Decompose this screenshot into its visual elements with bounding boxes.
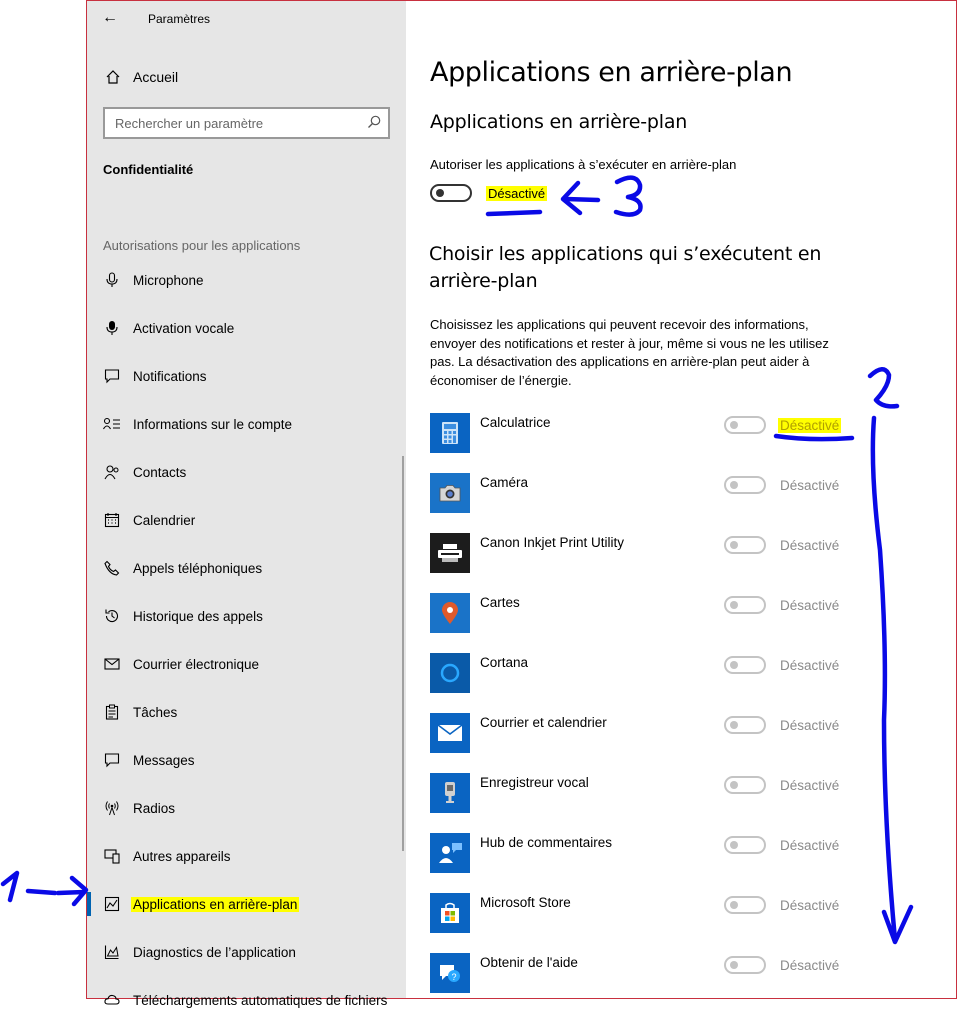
sidebar-item-contacts[interactable]: [87, 448, 406, 496]
toggle-knob: [730, 541, 738, 549]
app-toggle-maps[interactable]: [724, 596, 766, 614]
mail-icon: [103, 655, 121, 673]
sidebar-item-label: Historique des appels: [133, 608, 263, 624]
annotation-mark-1: [3, 873, 17, 900]
toggle-knob: [730, 481, 738, 489]
sidebar-item-label: Diagnostics de l’application: [133, 944, 296, 960]
sidebar-scrollbar[interactable]: [402, 456, 404, 851]
sidebar-item-calendar[interactable]: [87, 496, 406, 544]
sidebar-item-background-apps[interactable]: [87, 880, 406, 928]
diagnostics-icon: [103, 943, 121, 961]
app-name: Enregistreur vocal: [480, 775, 589, 790]
app-state: Désactivé: [780, 538, 840, 553]
app-name: Caméra: [480, 475, 529, 490]
sidebar-item-label: Messages: [133, 752, 195, 768]
sidebar-item-label: Téléchargements automatiques de fichiers: [133, 992, 388, 1008]
account-info-icon: [103, 415, 121, 433]
sidebar-item-phone-calls[interactable]: [87, 544, 406, 592]
app-row-feedback-hub: [430, 832, 950, 892]
sidebar-item-messages[interactable]: [87, 736, 406, 784]
contacts-icon: [103, 463, 121, 481]
sidebar-item-label: Calendrier: [133, 512, 196, 528]
app-row-calculator: [430, 412, 950, 472]
app-state: Désactivé: [780, 658, 840, 673]
app-row-cortana: [430, 652, 950, 712]
window-title: Paramètres: [148, 12, 211, 26]
messages-icon: [103, 751, 121, 769]
toggle-knob: [730, 601, 738, 609]
cloud-download-icon: [103, 991, 121, 1009]
app-state: Désactivé: [780, 418, 840, 433]
app-toggle-cortana[interactable]: [724, 656, 766, 674]
app-state: Désactivé: [780, 718, 840, 733]
sidebar-item-label: Informations sur le compte: [133, 416, 293, 432]
main-content: [406, 1, 958, 998]
app-state: Désactivé: [780, 778, 840, 793]
app-row-camera: [430, 472, 950, 532]
tasks-icon: [103, 703, 121, 721]
sidebar-item-label: Applications en arrière-plan: [133, 896, 298, 912]
sidebar-item-label: Tâches: [133, 704, 178, 720]
app-name: Canon Inkjet Print Utility: [480, 535, 625, 550]
sidebar-item-tasks[interactable]: [87, 688, 406, 736]
app-row-canon: [430, 532, 950, 592]
description-text: Choisissez les applications qui peuvent recevoir des informations, envoyer des notifications et rester à jour, même si vous ne les utilisez pas. La désactivation des applications en arrière-plan peut aider à économiser de l’énergie.: [430, 317, 829, 388]
toggle-knob: [730, 661, 738, 669]
sidebar-item-voice-activation[interactable]: [87, 304, 406, 352]
sidebar-item-call-history[interactable]: [87, 592, 406, 640]
app-state: Désactivé: [780, 838, 840, 853]
sidebar-item-label: Courrier électronique: [133, 656, 260, 672]
sidebar: [87, 1, 406, 1008]
toggle-knob: [730, 421, 738, 429]
sidebar-item-label: Microphone: [133, 272, 204, 288]
section-title: Confidentialité: [103, 162, 194, 177]
section-heading: Applications en arrière-plan: [430, 111, 688, 133]
app-toggle-store[interactable]: [724, 896, 766, 914]
toggle-knob: [436, 189, 444, 197]
cortana-icon: [430, 653, 470, 693]
app-toggle-feedback-hub[interactable]: [724, 836, 766, 854]
sidebar-item-microphone[interactable]: [87, 256, 406, 304]
sidebar-item-label: Autres appareils: [133, 848, 231, 864]
app-row-get-help: [430, 952, 950, 1012]
choose-apps-heading: Choisir les applications qui s’exécutent en arrière-plan: [429, 243, 822, 292]
app-toggle-mail-calendar[interactable]: [724, 716, 766, 734]
app-state: Désactivé: [780, 958, 840, 973]
feedback-hub-icon: [430, 833, 470, 873]
sidebar-item-label: Contacts: [133, 464, 187, 480]
calendar-icon: [103, 511, 121, 529]
app-state: Désactivé: [780, 598, 840, 613]
app-name: Cortana: [480, 655, 529, 670]
app-row-store: [430, 892, 950, 952]
sidebar-item-label: Appels téléphoniques: [133, 560, 263, 576]
sidebar-item-label: Activation vocale: [133, 320, 235, 336]
app-toggle-voice-recorder[interactable]: [724, 776, 766, 794]
sidebar-item-label: Radios: [133, 800, 176, 816]
voice-recorder-icon: [430, 773, 470, 813]
sidebar-item-label: Notifications: [133, 368, 207, 384]
app-name: Obtenir de l'aide: [480, 955, 578, 970]
radios-icon: [103, 799, 121, 817]
toggle-knob: [730, 841, 738, 849]
other-devices-icon: [103, 847, 121, 865]
app-name: Microsoft Store: [480, 895, 571, 910]
background-apps-icon: [103, 895, 121, 913]
title-bar: [87, 1, 406, 37]
home-link[interactable]: [103, 67, 178, 87]
sidebar-item-app-diagnostics[interactable]: [87, 928, 406, 976]
allow-background-toggle[interactable]: [430, 184, 472, 202]
search-input[interactable]: [103, 107, 390, 139]
svg-text:?: ?: [451, 972, 457, 982]
sidebar-item-notifications[interactable]: [87, 352, 406, 400]
toggle-knob: [730, 961, 738, 969]
toggle-knob: [730, 901, 738, 909]
camera-icon: [430, 473, 470, 513]
app-state: Désactivé: [780, 478, 840, 493]
app-list: [430, 412, 950, 1012]
voice-activation-icon: [103, 319, 121, 337]
store-icon: [430, 893, 470, 933]
sidebar-item-account-info[interactable]: [87, 400, 406, 448]
app-row-voice-recorder: [430, 772, 950, 832]
app-toggle-calculator[interactable]: [724, 416, 766, 434]
allow-background-label: Autoriser les applications à s’exécuter en arrière-plan: [430, 157, 737, 172]
calculator-icon: [430, 413, 470, 453]
toggle-knob: [730, 721, 738, 729]
sidebar-nav: [87, 256, 406, 1024]
toggle-knob: [730, 781, 738, 789]
group-title: Autorisations pour les applications: [103, 238, 301, 253]
sidebar-item-other-devices[interactable]: [87, 832, 406, 880]
home-icon: [103, 69, 123, 85]
settings-window: [86, 0, 957, 1008]
app-row-mail-calendar: [430, 712, 950, 772]
history-icon: [103, 607, 121, 625]
mail-calendar-icon: [430, 713, 470, 753]
get-help-icon: [430, 953, 470, 993]
app-name: Calculatrice: [480, 415, 551, 430]
allow-background-state: Désactivé: [488, 186, 546, 201]
back-arrow-icon[interactable]: ←: [102, 9, 118, 26]
microphone-icon: [103, 271, 121, 289]
maps-icon: [430, 593, 470, 633]
search-placeholder: Rechercher un paramètre: [115, 116, 264, 131]
home-label: Accueil: [133, 69, 179, 85]
search-icon: [366, 114, 382, 130]
app-toggle-get-help[interactable]: [724, 956, 766, 974]
printer-icon: [430, 533, 470, 573]
annotation-arrow-1: [28, 878, 86, 904]
phone-icon: [103, 559, 121, 577]
notifications-icon: [103, 367, 121, 385]
app-state: Désactivé: [780, 898, 840, 913]
app-name: Hub de commentaires: [480, 835, 613, 850]
app-name: Courrier et calendrier: [480, 715, 607, 730]
sidebar-item-radios[interactable]: [87, 784, 406, 832]
app-toggle-canon[interactable]: [724, 536, 766, 554]
app-name: Cartes: [480, 595, 520, 610]
app-toggle-camera[interactable]: [724, 476, 766, 494]
app-row-maps: [430, 592, 950, 652]
page-title: Applications en arrière-plan: [430, 57, 793, 88]
sidebar-item-email[interactable]: [87, 640, 406, 688]
sidebar-item-auto-downloads[interactable]: [87, 976, 406, 1024]
